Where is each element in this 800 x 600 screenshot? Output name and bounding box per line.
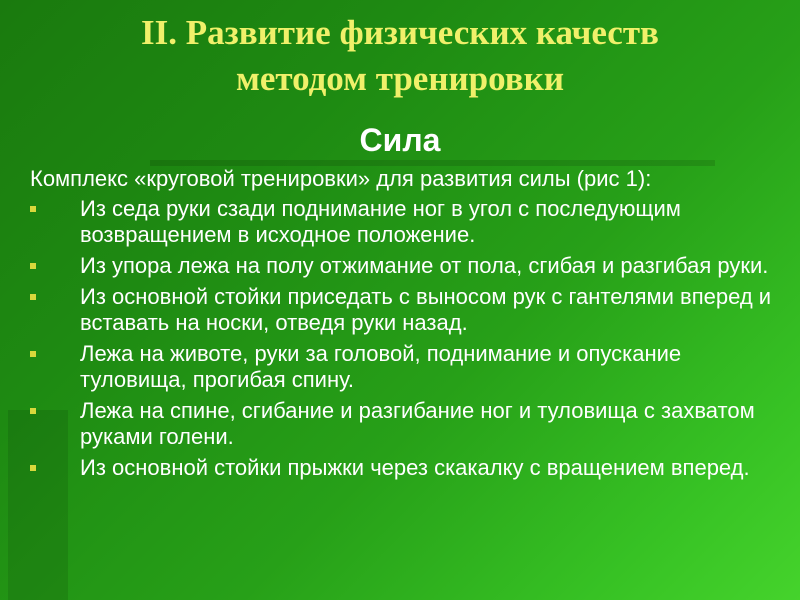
bullet-icon [30, 263, 36, 269]
list-item-text: Из упора лежа на полу отжимание от пола, сгибая и разгибая руки. [80, 253, 769, 278]
list-item-text: Из основной стойки прыжки через скакалку с вращением вперед. [80, 455, 750, 480]
list-item [28, 284, 788, 336]
bullet-icon [30, 351, 36, 357]
slide-title [0, 10, 800, 102]
list-item [28, 398, 788, 450]
slide-body [28, 166, 788, 486]
intro-text: Комплекс «круговой тренировки» для развития силы (рис 1): [30, 166, 652, 191]
list-item [28, 341, 788, 393]
list-item [28, 455, 788, 481]
list-item [28, 196, 788, 248]
bullet-icon [30, 408, 36, 414]
list-item-text: Из седа руки сзади поднимание ног в угол с последующим возвращением в исходное положение. [80, 196, 681, 247]
bullet-icon [30, 465, 36, 471]
bullet-icon [30, 206, 36, 212]
list-item-text: Лежа на животе, руки за головой, поднимание и опускание туловища, прогибая спину. [80, 341, 682, 392]
slide-subtitle: Сила [359, 122, 441, 158]
slide-title-line-2: методом тренировки [235, 59, 564, 98]
list-item [28, 253, 788, 279]
list-item-text: Из основной стойки приседать с выносом рук с гантелями вперед и вставать на носки, отведя руки назад. [80, 284, 772, 335]
exercise-list [28, 196, 788, 481]
bullet-icon [30, 294, 36, 300]
list-item-text: Лежа на спине, сгибание и разгибание ног и туловища с захватом руками голени. [80, 398, 755, 449]
slide-title-line-1: II. Развитие физических качеств [141, 13, 659, 52]
